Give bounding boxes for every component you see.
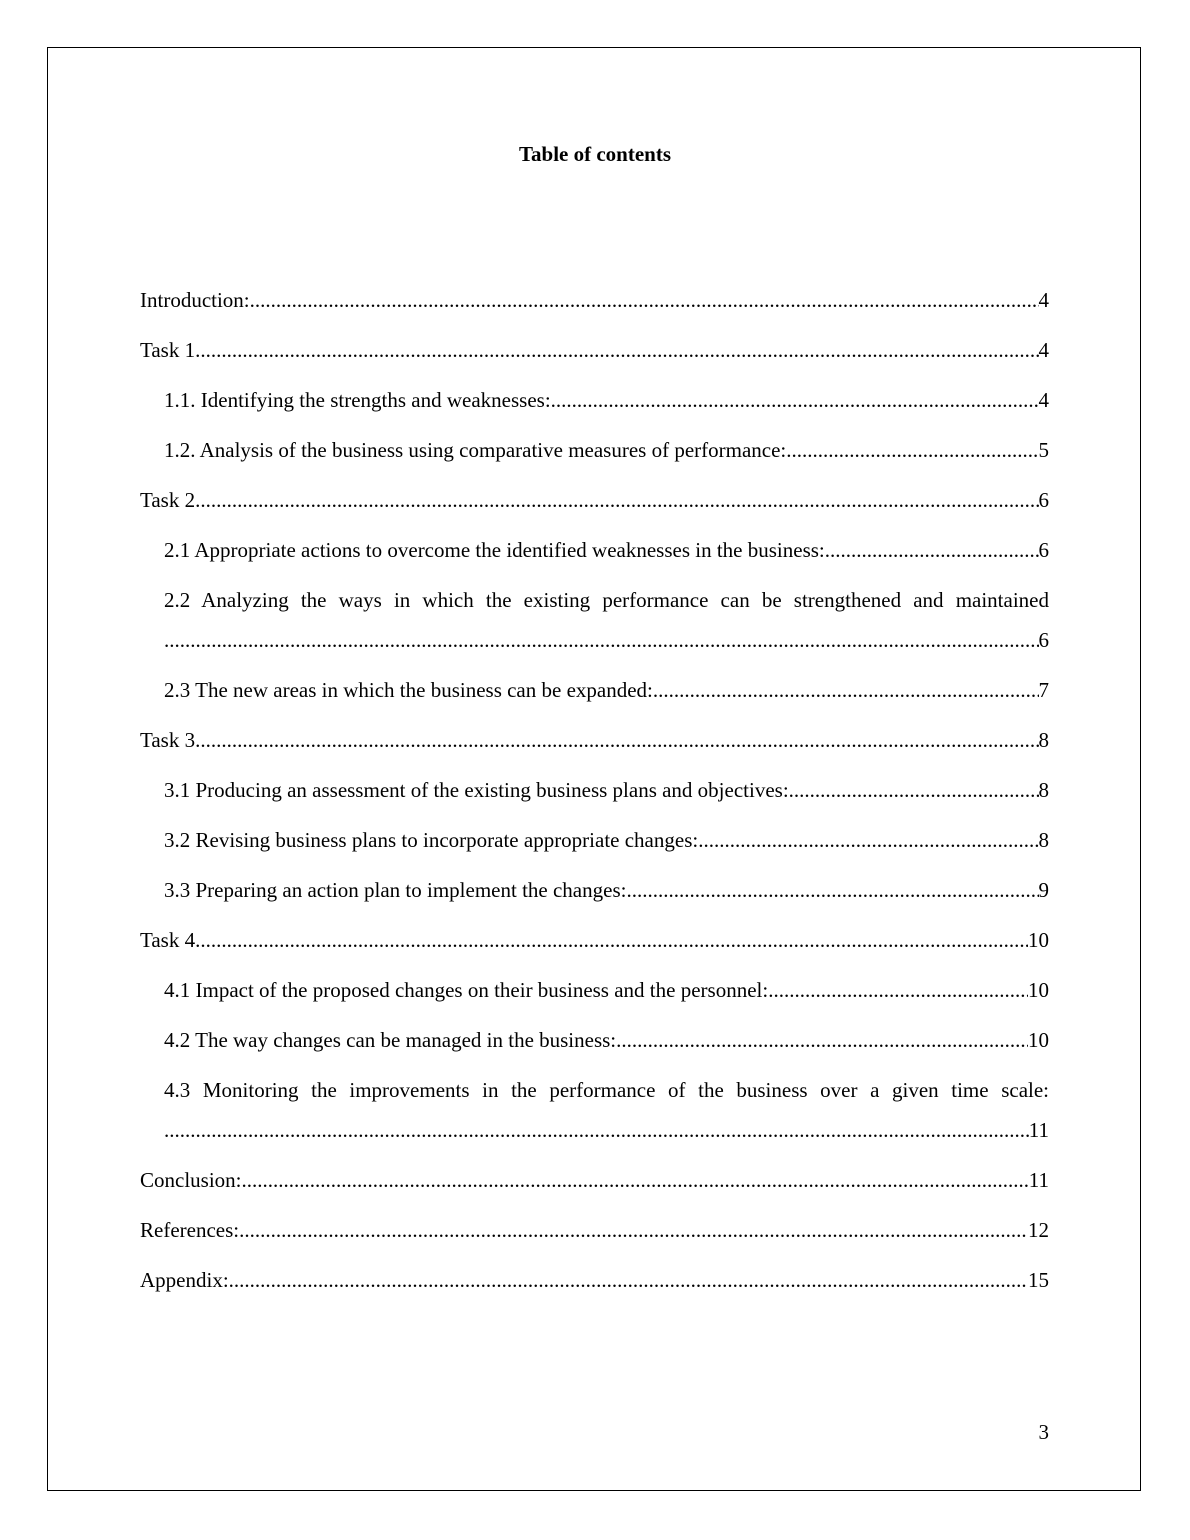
- toc-leader-dots: [195, 330, 1038, 370]
- toc-entry-page: 8: [1038, 728, 1049, 752]
- toc-entry-page: 6: [1038, 488, 1049, 512]
- toc-entry[interactable]: [140, 770, 1049, 810]
- toc-entry-label: 1.1. Identifying the strengths and weaknesses:: [164, 388, 551, 412]
- toc-entry[interactable]: [140, 380, 1049, 420]
- toc-entry-label: 4.2 The way changes can be managed in the business:: [164, 1028, 617, 1052]
- toc-entry[interactable]: [140, 1020, 1049, 1060]
- toc-leader-dots: [250, 280, 1039, 320]
- toc-entry[interactable]: [140, 480, 1049, 520]
- toc-entry[interactable]: [140, 1070, 1049, 1150]
- toc-leader-dots: [239, 1210, 1028, 1250]
- toc-entry-label: 4.3 Monitoring the improvements in the performance of the business over a given time scale:: [164, 1078, 1049, 1102]
- page-title: Table of contents: [518, 142, 672, 166]
- toc-entry-label: 3.1 Producing an assessment of the existing business plans and objectives:: [164, 778, 789, 802]
- toc-leader-dots: [195, 920, 1028, 960]
- toc-entry-label: 3.2 Revising business plans to incorporate appropriate changes:: [164, 828, 699, 852]
- toc-entry-page: 10: [1028, 978, 1049, 1002]
- toc-entry-page: 8: [1038, 778, 1049, 802]
- toc-entry-page: 9: [1038, 878, 1049, 902]
- toc-leader-dots: [229, 1260, 1028, 1300]
- toc-entry[interactable]: [140, 330, 1049, 370]
- toc-entry-label: 2.3 The new areas in which the business can be expanded:: [164, 678, 653, 702]
- toc-entry-page: 12: [1028, 1218, 1049, 1242]
- toc-leader-dots: [768, 970, 1028, 1010]
- toc-entry-label: Task 1: [140, 338, 196, 362]
- table-of-contents: [140, 280, 1049, 1310]
- toc-leader-dots: [698, 820, 1038, 860]
- toc-leader-dots: [551, 380, 1039, 420]
- toc-entry-label: 3.3 Preparing an action plan to implement the changes:: [164, 878, 627, 902]
- toc-entry[interactable]: [140, 870, 1049, 910]
- toc-entry[interactable]: [140, 530, 1049, 570]
- toc-leader-dots: [786, 430, 1038, 470]
- toc-entry-label: 1.2. Analysis of the business using comparative measures of performance:: [164, 438, 787, 462]
- toc-entry-label: Conclusion:: [140, 1168, 242, 1192]
- toc-entry-label: 2.2 Analyzing the ways in which the existing performance can be strengthened and maintained: [164, 588, 1049, 612]
- toc-leader-dots: [653, 670, 1039, 710]
- toc-leader-dots: [242, 1160, 1029, 1200]
- toc-entry[interactable]: [140, 1260, 1049, 1300]
- toc-entry-page: 8: [1038, 828, 1049, 852]
- toc-entry[interactable]: [140, 1210, 1049, 1250]
- toc-entry-label: Task 2: [140, 488, 196, 512]
- toc-entry-page: 10: [1028, 928, 1049, 952]
- toc-entry-page: 4: [1038, 338, 1049, 362]
- toc-entry[interactable]: [140, 430, 1049, 470]
- toc-entry-page: 7: [1038, 678, 1049, 702]
- toc-entry-label: 2.1 Appropriate actions to overcome the identified weaknesses in the business:: [164, 538, 825, 562]
- toc-entry-page: 11: [1028, 1118, 1049, 1142]
- toc-entry-label: Task 4: [140, 928, 196, 952]
- toc-entry-page: 10: [1028, 1028, 1049, 1052]
- toc-entry-page: 5: [1038, 438, 1049, 462]
- toc-leader-dots: [626, 870, 1038, 910]
- toc-entry-label: Appendix:: [140, 1268, 229, 1292]
- toc-entry-page: 11: [1028, 1168, 1049, 1192]
- toc-entry[interactable]: [140, 720, 1049, 760]
- toc-entry-page: 4: [1038, 288, 1049, 312]
- toc-entry-page: 15: [1028, 1268, 1049, 1292]
- toc-entry-label: 4.1 Impact of the proposed changes on their business and the personnel:: [164, 978, 769, 1002]
- toc-entry[interactable]: [140, 1160, 1049, 1200]
- toc-leader-dots: [825, 530, 1039, 570]
- toc-entry[interactable]: [140, 280, 1049, 320]
- toc-entry-label: Task 3: [140, 728, 196, 752]
- toc-leader-dots: [164, 1110, 1029, 1150]
- toc-entry[interactable]: [140, 580, 1049, 660]
- toc-entry[interactable]: [140, 670, 1049, 710]
- toc-entry[interactable]: [140, 920, 1049, 960]
- toc-entry[interactable]: [140, 820, 1049, 860]
- toc-leader-dots: [789, 770, 1039, 810]
- toc-leader-dots: [164, 620, 1039, 660]
- toc-entry-page: 6: [1038, 538, 1049, 562]
- toc-leader-dots: [195, 720, 1038, 760]
- page-number: 3: [1038, 1420, 1049, 1444]
- toc-leader-dots: [195, 480, 1038, 520]
- toc-entry-page: 6: [1038, 628, 1049, 652]
- toc-entry-label: Introduction:: [140, 288, 250, 312]
- toc-entry-label: References:: [140, 1218, 240, 1242]
- toc-leader-dots: [616, 1020, 1028, 1060]
- toc-entry[interactable]: [140, 970, 1049, 1010]
- toc-entry-page: 4: [1038, 388, 1049, 412]
